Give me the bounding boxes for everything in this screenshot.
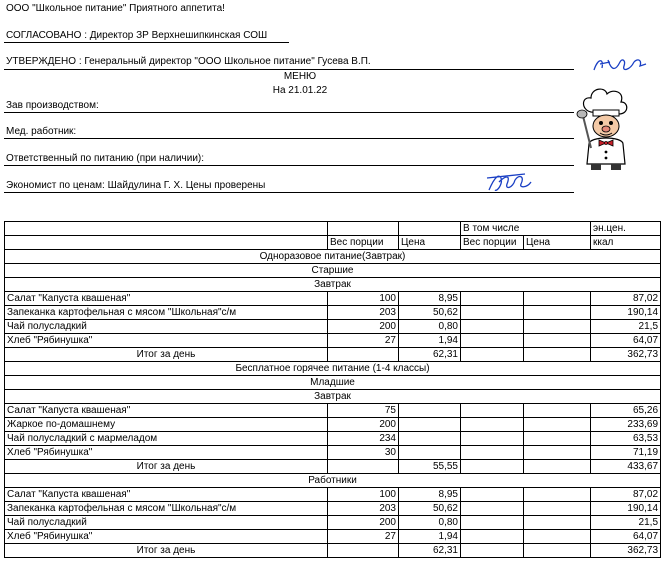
section-title: Старшие [5,264,661,278]
dish-name: Чай полусладкий [5,516,328,530]
dish-price: 50,62 [399,502,461,516]
dish-price: 50,62 [399,306,461,320]
dish-sub-weight [461,306,524,320]
dish-weight: 30 [328,446,399,460]
section-title-row [5,390,661,404]
dish-name: Жаркое по-домашнему [5,418,328,432]
dish-kcal: 87,02 [591,292,661,306]
section-title: Одноразовое питание(Завтрак) [5,250,661,264]
dish-kcal: 63,53 [591,432,661,446]
section-title: Завтрак [5,278,661,292]
dish-name: Салат "Капуста квашеная" [5,488,328,502]
dish-weight: 100 [328,488,399,502]
dish-price [399,432,461,446]
menu-table-body [5,222,661,558]
dish-weight: 203 [328,306,399,320]
section-title: Бесплатное горячее питание (1-4 классы) [5,362,661,376]
total-row [5,460,661,474]
dish-sub-price [524,320,591,334]
header-including: В том числе [461,222,591,236]
dish-weight: 200 [328,516,399,530]
header-energy: эн.цен. [591,222,661,236]
table-row [5,516,661,530]
total-sub-price [524,460,591,474]
total-sub-price [524,348,591,362]
responsible-line: Ответственный по питанию (при наличии): [6,153,205,164]
total-sub-weight [461,460,524,474]
total-label: Итог за день [5,544,328,558]
table-row [5,404,661,418]
header-sub-weight: Вес порции [461,236,524,250]
dish-price: 1,94 [399,334,461,348]
dish-weight: 234 [328,432,399,446]
dish-name: Хлеб "Рябинушка" [5,530,328,544]
total-kcal: 433,67 [591,460,661,474]
total-kcal: 362,73 [591,348,661,362]
dish-kcal: 65,26 [591,404,661,418]
menu-title: МЕНЮ [283,71,317,82]
total-row [5,348,661,362]
header-empty-cell [5,236,328,250]
dish-kcal: 190,14 [591,502,661,516]
approved-underline [4,69,574,70]
total-sub-weight [461,544,524,558]
dish-sub-price [524,530,591,544]
table-row [5,334,661,348]
dish-sub-weight [461,334,524,348]
table-row [5,446,661,460]
total-kcal: 362,73 [591,544,661,558]
total-label: Итог за день [5,460,328,474]
section-title-row [5,376,661,390]
chef-icon [575,86,637,176]
dish-name: Чай полусладкий с мармеладом [5,432,328,446]
dish-sub-weight [461,488,524,502]
dish-sub-price [524,446,591,460]
dish-weight: 27 [328,334,399,348]
dish-sub-price [524,502,591,516]
responsible-underline [4,165,574,166]
total-label: Итог за день [5,348,328,362]
dish-weight: 100 [328,292,399,306]
dish-name: Хлеб "Рябинушка" [5,446,328,460]
dish-price [399,446,461,460]
dish-price: 0,80 [399,320,461,334]
dish-price [399,404,461,418]
medic-line: Мед. работник: [6,126,77,137]
dish-weight: 75 [328,404,399,418]
dish-weight: 203 [328,502,399,516]
total-weight [328,460,399,474]
dish-kcal: 64,07 [591,334,661,348]
dish-name: Запеканка картофельная с мясом "Школьная"с/м [5,306,328,320]
dish-price: 8,95 [399,292,461,306]
org-line: ООО "Школьное питание" Приятного аппетита! [6,3,225,14]
menu-table [4,221,661,558]
dish-kcal: 233,69 [591,418,661,432]
dish-name: Чай полусладкий [5,320,328,334]
total-price: 62,31 [399,544,461,558]
dish-name: Хлеб "Рябинушка" [5,334,328,348]
table-row [5,502,661,516]
medic-underline [4,138,574,139]
dish-sub-price [524,432,591,446]
dish-price: 8,95 [399,488,461,502]
section-title-row [5,250,661,264]
total-weight [328,544,399,558]
table-row [5,488,661,502]
table-row [5,432,661,446]
header-empty-cell [5,222,328,236]
total-sub-price [524,544,591,558]
dish-sub-weight [461,320,524,334]
section-title-row [5,474,661,488]
header-weight: Вес порции [328,236,399,250]
economist-line: Экономист по ценам: Шайдулина Г. Х. Цены проверены [6,180,266,191]
dish-name: Салат "Капуста квашеная" [5,404,328,418]
dish-sub-weight [461,516,524,530]
dish-price [399,418,461,432]
total-weight [328,348,399,362]
dish-sub-weight [461,530,524,544]
agreed-line: СОГЛАСОВАНО : Директор ЗР Верхнешипкинская СОШ [6,30,268,41]
dish-sub-price [524,516,591,530]
dish-kcal: 21,5 [591,516,661,530]
table-row [5,530,661,544]
section-title-row [5,264,661,278]
dish-sub-weight [461,418,524,432]
header-empty-cell [328,222,399,236]
section-title: Завтрак [5,390,661,404]
dish-kcal: 64,07 [591,530,661,544]
table-header-row-2 [5,236,661,250]
dish-sub-weight [461,404,524,418]
total-row [5,544,661,558]
dish-sub-price [524,334,591,348]
dish-sub-price [524,488,591,502]
dish-sub-weight [461,432,524,446]
dish-sub-price [524,292,591,306]
dish-price: 1,94 [399,530,461,544]
section-title-row [5,278,661,292]
header-price: Цена [399,236,461,250]
dish-sub-price [524,306,591,320]
dish-kcal: 21,5 [591,320,661,334]
total-price: 55,55 [399,460,461,474]
dish-name: Запеканка картофельная с мясом "Школьная"с/м [5,502,328,516]
dish-sub-weight [461,446,524,460]
dish-weight: 200 [328,418,399,432]
dish-sub-weight [461,502,524,516]
signature-icon [485,170,537,196]
signature-icon [590,54,652,76]
total-sub-weight [461,348,524,362]
header-sub-price: Цена [524,236,591,250]
table-row [5,292,661,306]
dish-sub-price [524,418,591,432]
section-title-row [5,362,661,376]
section-title: Младшие [5,376,661,390]
approved-line: УТВЕРЖДЕНО : Генеральный директор "ООО Школьное питание" Гусева В.П. [6,56,371,67]
table-row [5,418,661,432]
agreed-underline [4,42,289,43]
dish-name: Салат "Капуста квашеная" [5,292,328,306]
dish-kcal: 71,19 [591,446,661,460]
header-kcal: ккал [591,236,661,250]
dish-weight: 200 [328,320,399,334]
production-underline [4,112,574,113]
table-row [5,320,661,334]
dish-price: 0,80 [399,516,461,530]
dish-sub-price [524,404,591,418]
section-title: Работники [5,474,661,488]
header-empty-cell [399,222,461,236]
dish-sub-weight [461,292,524,306]
dish-kcal: 190,14 [591,306,661,320]
menu-date: На 21.01.22 [272,85,328,96]
table-row [5,306,661,320]
dish-weight: 27 [328,530,399,544]
dish-kcal: 87,02 [591,488,661,502]
table-header-row-1 [5,222,661,236]
production-line: Зав производством: [6,100,99,111]
total-price: 62,31 [399,348,461,362]
